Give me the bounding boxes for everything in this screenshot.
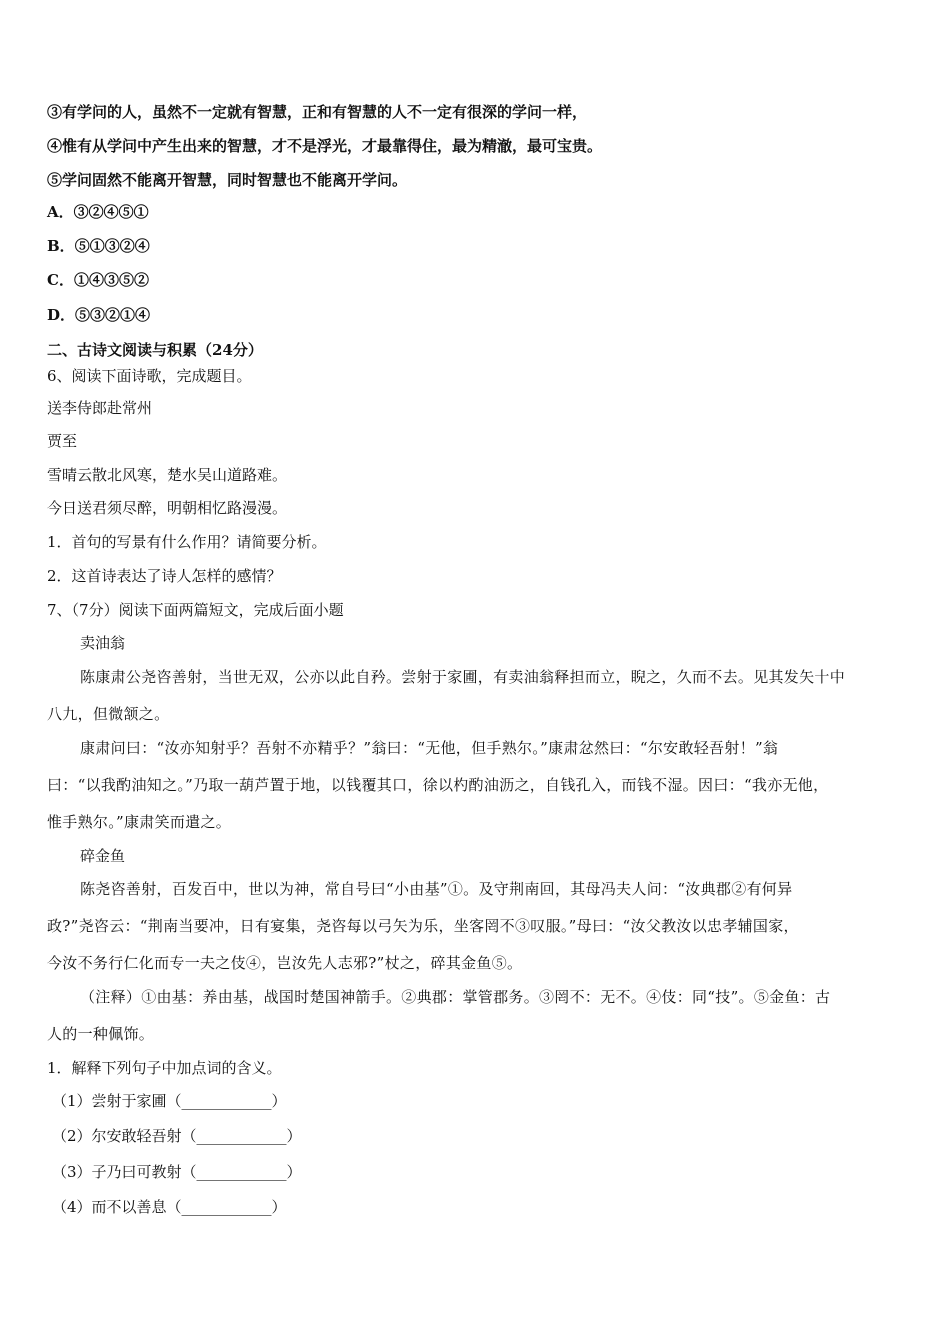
choice-letter: B． [47,237,75,255]
option-statement-5: ⑤学问固然不能离开智慧，同时智慧也不能离开学问。 [47,171,408,189]
text2-paragraph-line: 今汝不务行仁化而专一夫之伎④，岂汝先人志邪?”杖之，碎其金鱼⑤。 [47,954,523,972]
option-statement-4: ④惟有从学问中产生出来的智慧，才不是浮光，才最靠得住，最为精澈，最可宝贵。 [47,137,603,155]
blank-item-1: （1）尝射于家圃（____________） [52,1092,287,1110]
q6-prompt: 6、阅读下面诗歌，完成题目。 [47,367,252,385]
text1-title: 卖油翁 [80,634,126,652]
choice-text: ⑤③②①④ [75,306,151,324]
blank-item-2: （2）尔安敢轻吾射（____________） [52,1127,302,1145]
text2-paragraph-line: 陈尧咨善射，百发百中，世以为神，常自号曰“小由基”①。及守荆南回，其母冯夫人问：“汝典郡②有何异 [80,880,793,898]
q7-prompt: 7、（7分）阅读下面两篇短文，完成后面小题 [47,601,344,619]
annotation-line: 人的一种佩饰。 [47,1025,155,1043]
poem-author: 贾至 [47,432,78,450]
text1-paragraph-line: 康肃问曰：“汝亦知射乎？吾射不亦精乎？”翁曰：“无他，但手熟尔。”康肃忿然曰：“尔安敢轻吾射！”翁 [80,739,779,757]
text1-paragraph-line: 八九，但微颔之。 [47,705,170,723]
text2-title: 碎金鱼 [80,847,126,865]
blank-item-4: （4）而不以善息（____________） [52,1198,287,1216]
choice-text: ⑤①③②④ [74,237,150,255]
q6-question-1: 1．首句的写景有什么作用？请简要分析。 [47,533,327,551]
text1-paragraph-line: 惟手熟尔。”康肃笑而遣之。 [47,813,232,831]
choice-c [47,270,149,290]
q7-sub-question: 1．解释下列句子中加点词的含义。 [47,1059,282,1077]
blank-item-3: （3）子乃曰可教射（____________） [52,1163,302,1181]
poem-line: 今日送君须尽醉，明朝相忆路漫漫。 [47,499,288,517]
choice-letter: D． [47,306,76,324]
choice-letter: C． [47,271,74,289]
annotation-line: （注释）①由基：养由基，战国时楚国神箭手。②典郡：掌管郡务。③罔不：无不。④伎：同“技”。⑤金鱼：古 [80,988,831,1006]
text1-paragraph-line: 陈康肃公尧咨善射，当世无双，公亦以此自矜。尝射于家圃，有卖油翁释担而立，睨之，久而不去。见其发矢十中 [80,668,846,686]
choice-b [47,236,150,256]
poem-title: 送李侍郎赴常州 [47,399,153,417]
choice-text: ③②④⑤① [73,203,149,221]
choice-text: ①④③⑤② [73,271,149,289]
text2-paragraph-line: 政?”尧咨云：“荆南当要冲，日有宴集，尧咨每以弓矢为乐，坐客罔不③叹服。”母曰：“汝父教汝以忠孝辅国家， [47,917,799,935]
choice-letter: A． [47,203,74,221]
text1-paragraph-line: 曰：“以我酌油知之。”乃取一葫芦置于地，以钱覆其口，徐以杓酌油沥之，自钱孔入，而钱不湿。因曰：“我亦无他， [47,776,829,794]
poem-line: 雪晴云散北风寒，楚水吴山道路难。 [47,466,288,484]
choice-d [47,305,150,325]
section-title: 二、古诗文阅读与积累（24分） [47,341,263,359]
choice-a [47,202,149,222]
q6-question-2: 2．这首诗表达了诗人怎样的感情？ [47,567,282,585]
option-statement-3: ③有学问的人，虽然不一定就有智慧，正和有智慧的人不一定有很深的学问一样， [47,103,588,121]
